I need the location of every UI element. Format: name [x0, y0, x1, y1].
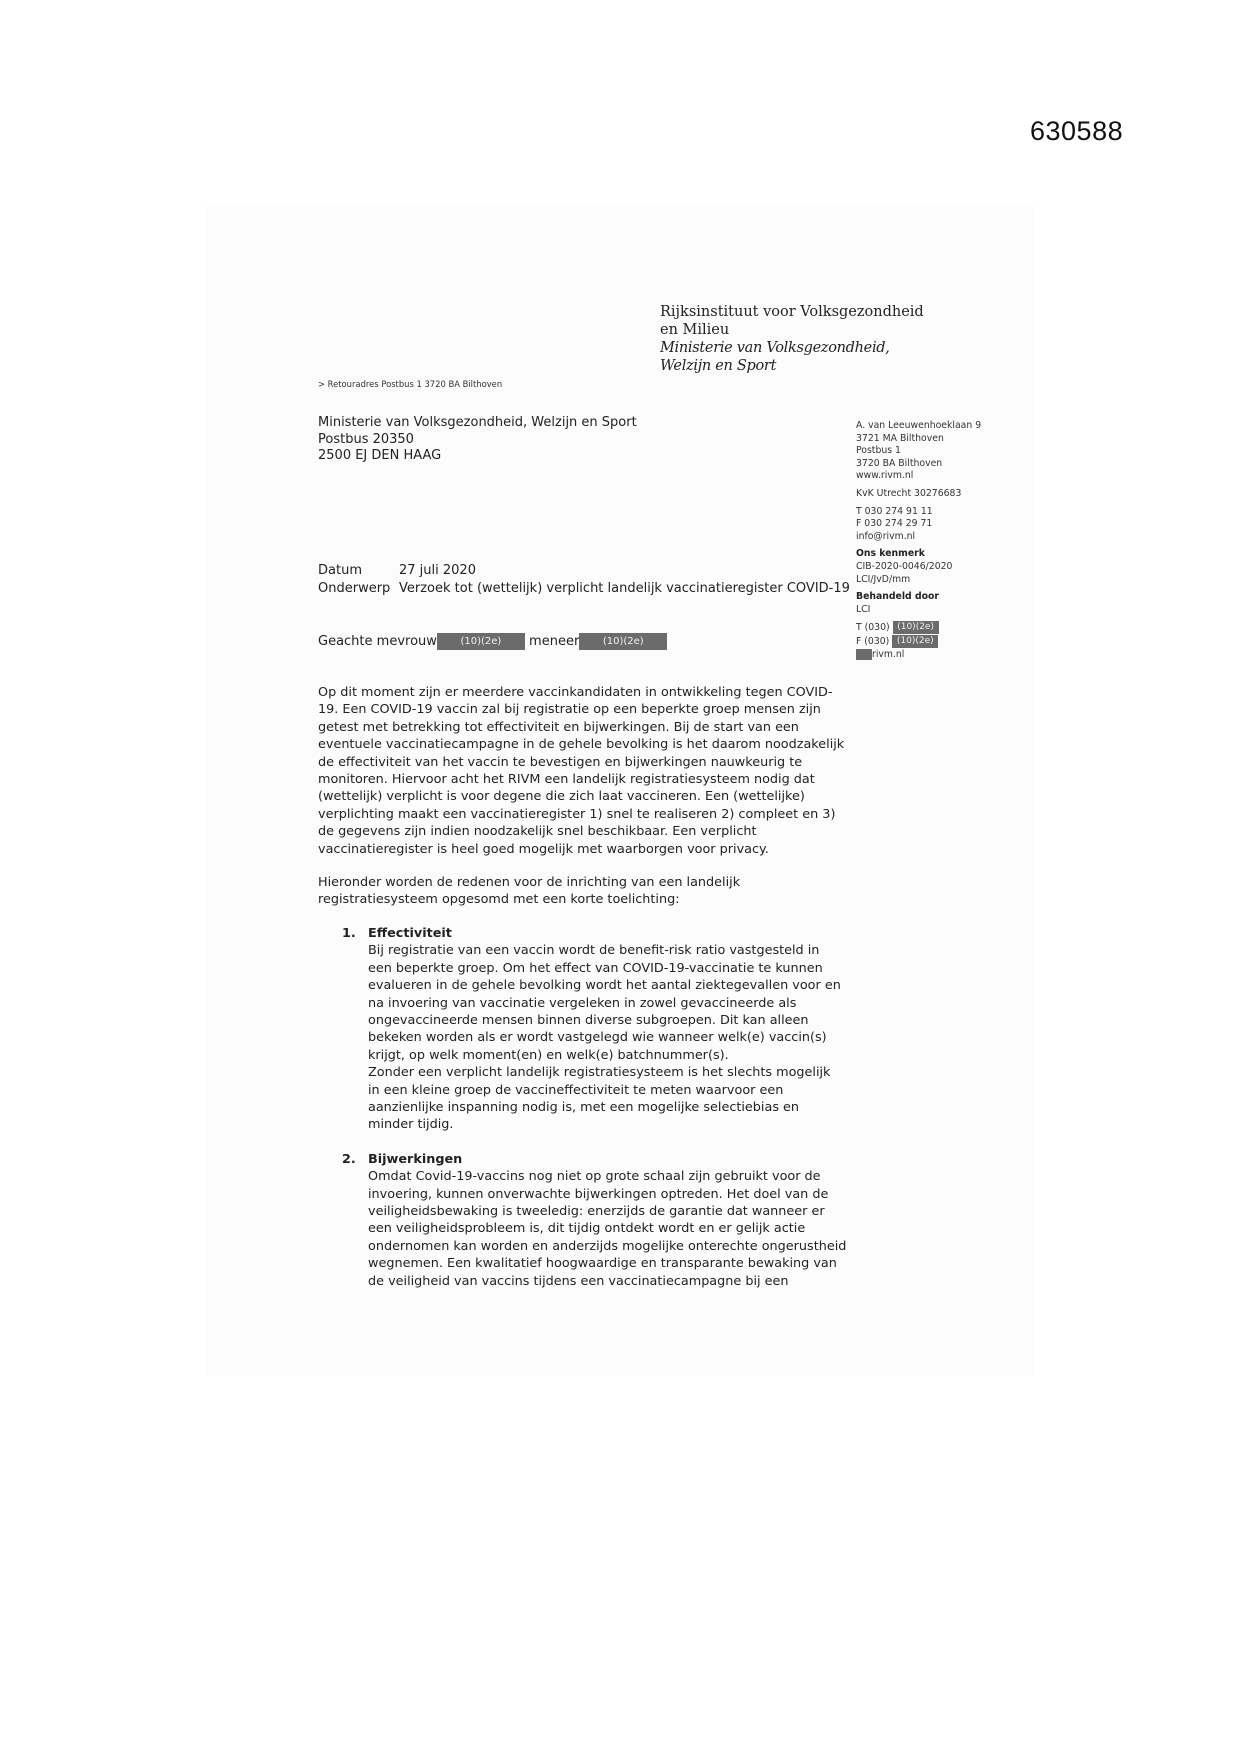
onderwerp-label: Onderwerp	[318, 581, 391, 596]
sender-address4: 3720 BA Bilthoven	[856, 457, 943, 469]
body-paragraph: Hieronder worden de redenen voor de inrichting van een landelijk registratiesysteem opgesomd met een korte toelichting:	[318, 875, 741, 908]
redaction-box: (10)(2e)	[437, 633, 525, 650]
kenmerk-line1: CIB-2020-0046/2020	[856, 560, 953, 572]
onderwerp-value: Verzoek tot (wettelijk) verplicht landelijk vaccinatieregister COVID-19	[399, 581, 850, 596]
document-number: 630588	[1030, 116, 1124, 146]
list-item-title: Effectiviteit	[368, 925, 452, 941]
sender-address2: 3721 MA Bilthoven	[856, 432, 944, 444]
list-item-text: Bij registratie van een vaccin wordt de benefit-risk ratio vastgesteld in een beperkte groep. Om het effect van COVID-19-vaccinatie te kunnen evalueren in de gehele bevolking wordt het aantal ziektegevallen voor en na invoering van vaccinatie vergeleken in zowel gevaccineerde als ongevaccineerde mensen binnen diverse subgroepen. Dit kan alleen bekeken worden als er wordt vastgelegd wie wanneer welk(e) vaccin(s) krijgt, op welk moment(en) en welk(e) batchnummer(s). Zonder een verplicht landelijk registratiesysteem is het slechts mogelijk in een kleine groep de vaccineffectiviteit te meten waarvoor een aanzienlijke inspanning nodig is, met een mogelijke selectiebias en minder tijdig.	[368, 943, 841, 1133]
recipient-line1: Ministerie van Volksgezondheid, Welzijn en Sport	[318, 415, 637, 430]
redaction-box: (10)(2e)	[892, 635, 938, 648]
list-item-text: Omdat Covid-19-vaccins nog niet op grote schaal zijn gebruikt voor de invoering, kunnen onverwachte bijwerkingen optreden. Het doel van de veiligheidsbewaking is tweeledig: enerzijds de garantie dat wanneer er een veiligheidsprobleem is, dit tijdig ontdekt wordt en er gelijk actie ondernomen kan worden en anderzijds mogelijke onterechte ongerustheid wegnemen. Een kwalitatief hoogwaardige en transparante bewaking van de veiligheid van vaccins tijdens een vaccinatiecampagne bij een	[368, 1169, 847, 1289]
return-address: > Retouradres Postbus 1 3720 BA Bilthoven	[318, 379, 503, 389]
recipient-line3: 2500 EJ DEN HAAG	[318, 448, 442, 463]
ministry-line1: Ministerie van Volksgezondheid,	[660, 340, 890, 356]
contact-email-suffix: rivm.nl	[872, 648, 905, 660]
salutation-part1: Geachte mevrouw	[318, 634, 437, 649]
datum-value: 27 juli 2020	[399, 563, 476, 578]
sender-fax: F 030 274 29 71	[856, 518, 933, 530]
body-paragraph: Op dit moment zijn er meerdere vaccinkandidaten in ontwikkeling tegen COVID- 19. Een COVID-19 vaccin zal bij registratie op een beperkte groep mensen zijn getest met betrekking tot effectiviteit en bijwerkingen. Bij de start van een eventuele vaccinatiecampagne in de gehele bevolking is het daarom noodzakelijk de effectiviteit van het vaccin te bevestigen en bijwerkingen nauwkeurig te monitoren. Hiervoor acht het RIVM een landelijk registratiesysteem nodig dat (wettelijk) verplicht is voor degene die zich laat vaccineren. Een (wettelijke) verplichting maakt een vaccinatieregister 1) snel te realiseren 2) compleet en 3) de gegevens zijn indien noodzakelijk snel beschikbaar. Een verplicht vaccinatieregister is heel goed mogelijk met waarborgen voor privacy.	[318, 685, 845, 857]
list-item-title: Bijwerkingen	[368, 1151, 463, 1167]
list-item	[318, 925, 848, 1134]
redaction-box: (10)(2e)	[893, 621, 939, 634]
recipient-address	[318, 415, 637, 465]
contact-fax-row	[856, 635, 1026, 649]
sender-kvk: KvK Utrecht 30276683	[856, 487, 962, 499]
sender-email: info@rivm.nl	[856, 530, 916, 542]
org-name-line1: Rijksinstituut voor Volksgezondheid	[660, 304, 924, 320]
contact-email-row	[856, 649, 1026, 662]
sender-website: www.rivm.nl	[856, 470, 914, 482]
behandeld-value: LCI	[856, 603, 871, 615]
datum-label: Datum	[318, 563, 362, 578]
sender-address1: A. van Leeuwenhoeklaan 9	[856, 420, 982, 431]
organization-header	[660, 303, 924, 375]
kenmerk-line2: LCI/JvD/mm	[856, 573, 911, 585]
list-item-number: 2.	[342, 1151, 356, 1167]
letter-body	[318, 684, 848, 1307]
org-name-line2: en Milieu	[660, 322, 730, 338]
contact-phone-row	[856, 621, 1026, 635]
salutation-part2: meneer	[529, 634, 580, 649]
contact-phone-prefix: T (030)	[856, 622, 890, 634]
ministry-line2: Welzijn en Sport	[660, 358, 777, 374]
letter-meta	[318, 562, 850, 598]
sender-address3: Postbus 1	[856, 445, 901, 457]
behandeld-label: Behandeld door	[856, 591, 939, 603]
contact-fax-prefix: F (030)	[856, 635, 890, 647]
redaction-box: (10)(2e)	[579, 633, 667, 650]
list-item	[318, 1151, 848, 1290]
salutation	[318, 633, 667, 650]
ons-kenmerk-label: Ons kenmerk	[856, 548, 925, 560]
list-item-number: 1.	[342, 925, 356, 941]
recipient-line2: Postbus 20350	[318, 431, 414, 447]
sender-sidebar	[856, 420, 1026, 661]
redaction-box	[856, 649, 872, 660]
sender-phone: T 030 274 91 11	[856, 505, 933, 517]
reasons-list	[318, 925, 848, 1290]
